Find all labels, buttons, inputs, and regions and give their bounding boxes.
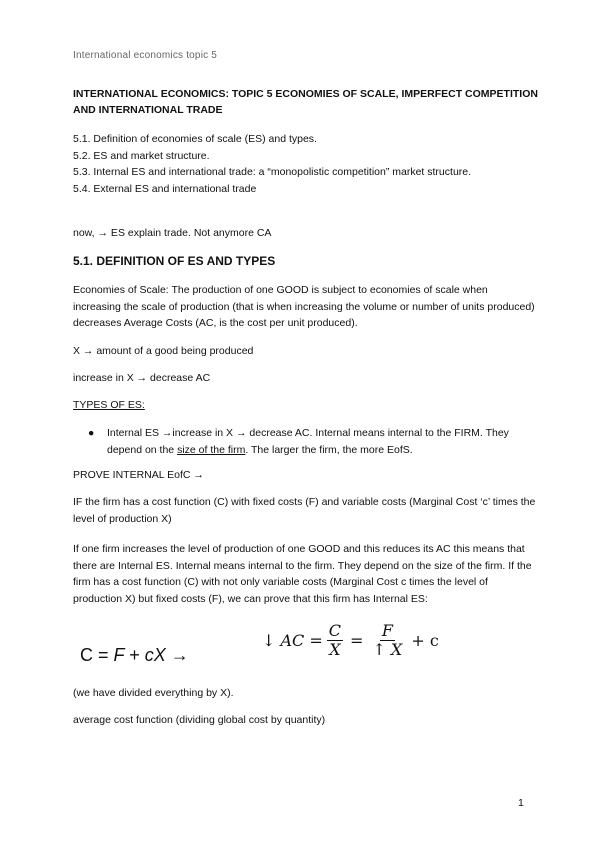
- eq-f: F: [113, 645, 125, 665]
- bullet-text-pre: Internal ES →increase in X → decrease AC. Internal means internal to the FIRM. They depend on the: [107, 427, 509, 456]
- eq2-den1: X: [329, 640, 341, 659]
- table-of-contents: [73, 131, 471, 197]
- if-paragraph: IF the firm has a cost function (C) with fixed costs (F) and variable costs (Marginal Cost ‘c’ times the level of production X): [73, 496, 536, 525]
- bullet-internal-es: [88, 425, 538, 458]
- long-paragraph: If one firm increases the level of production of one GOOD and this reduces its AC this means that there are Internal ES. Internal means internal to the firm. They depend on the size of the firm. If the firm has a cost function (C) with not only variable costs (Marginal Cost c times the level of production X) but fixed costs (F), we can prove that this firm has Internal ES:: [73, 543, 532, 605]
- page-number: 1: [518, 797, 524, 809]
- bullet-text: [107, 425, 538, 458]
- eq2-num1: C: [328, 621, 342, 640]
- eq2-prefix: ↓ AC =: [262, 631, 323, 650]
- toc-item: 5.2. ES and market structure.: [73, 149, 210, 162]
- average-cost-equation: [262, 622, 442, 659]
- average-cost-line: average cost function (dividing global cost by quantity): [73, 714, 326, 726]
- bullet-text-post: . The larger the firm, the more EofS.: [245, 443, 413, 456]
- fraction-c-over-x: [327, 622, 343, 659]
- x-definition-line: X → amount of a good being produced: [73, 345, 254, 357]
- fraction-f-over-x: [370, 622, 404, 659]
- eq-cx: cX: [144, 645, 166, 665]
- bullet-dot: ●: [88, 427, 95, 439]
- toc-item: 5.1. Definition of economies of scale (ES) and types.: [73, 133, 317, 145]
- divided-note: (we have divided everything by X).: [73, 687, 234, 699]
- eq2-num2: F: [381, 621, 393, 640]
- increase-line: increase in X → decrease AC: [73, 372, 211, 384]
- eq2-den2: ↑ X: [372, 640, 403, 659]
- eq2-suffix: + c: [411, 631, 439, 650]
- eq-equals: =: [98, 645, 109, 665]
- intro-line: now, → ES explain trade. Not anymore CA: [73, 227, 272, 239]
- eq-plus: +: [129, 645, 140, 665]
- document-title: INTERNATIONAL ECONOMICS: TOPIC 5 ECONOMIES OF SCALE, IMPERFECT COMPETITION AND INTERNATIONAL TRADE: [73, 88, 538, 116]
- bullet-underlined: size of the firm: [177, 443, 246, 456]
- types-heading: TYPES OF ES:: [73, 399, 145, 411]
- cost-function-equation: [80, 645, 189, 666]
- eq-c: C: [80, 645, 93, 665]
- prove-line: PROVE INTERNAL EofC →: [73, 469, 204, 481]
- definition-paragraph: Economies of Scale: The production of one GOOD is subject to economies of scale when increasing the scale of production (that is when increasing the volume or number of units produced) decreases Average Costs (AC, is the cost per unit produced).: [73, 284, 535, 329]
- eq-arrow: →: [170, 645, 189, 665]
- section-heading: 5.1. DEFINITION OF ES AND TYPES: [73, 254, 276, 268]
- running-header: International economics topic 5: [73, 50, 218, 61]
- toc-item: 5.4. External ES and international trade: [73, 182, 257, 195]
- eq2-equals: =: [350, 631, 364, 650]
- toc-item: 5.3. Internal ES and international trade: a “monopolistic competition” market structure.: [73, 166, 472, 178]
